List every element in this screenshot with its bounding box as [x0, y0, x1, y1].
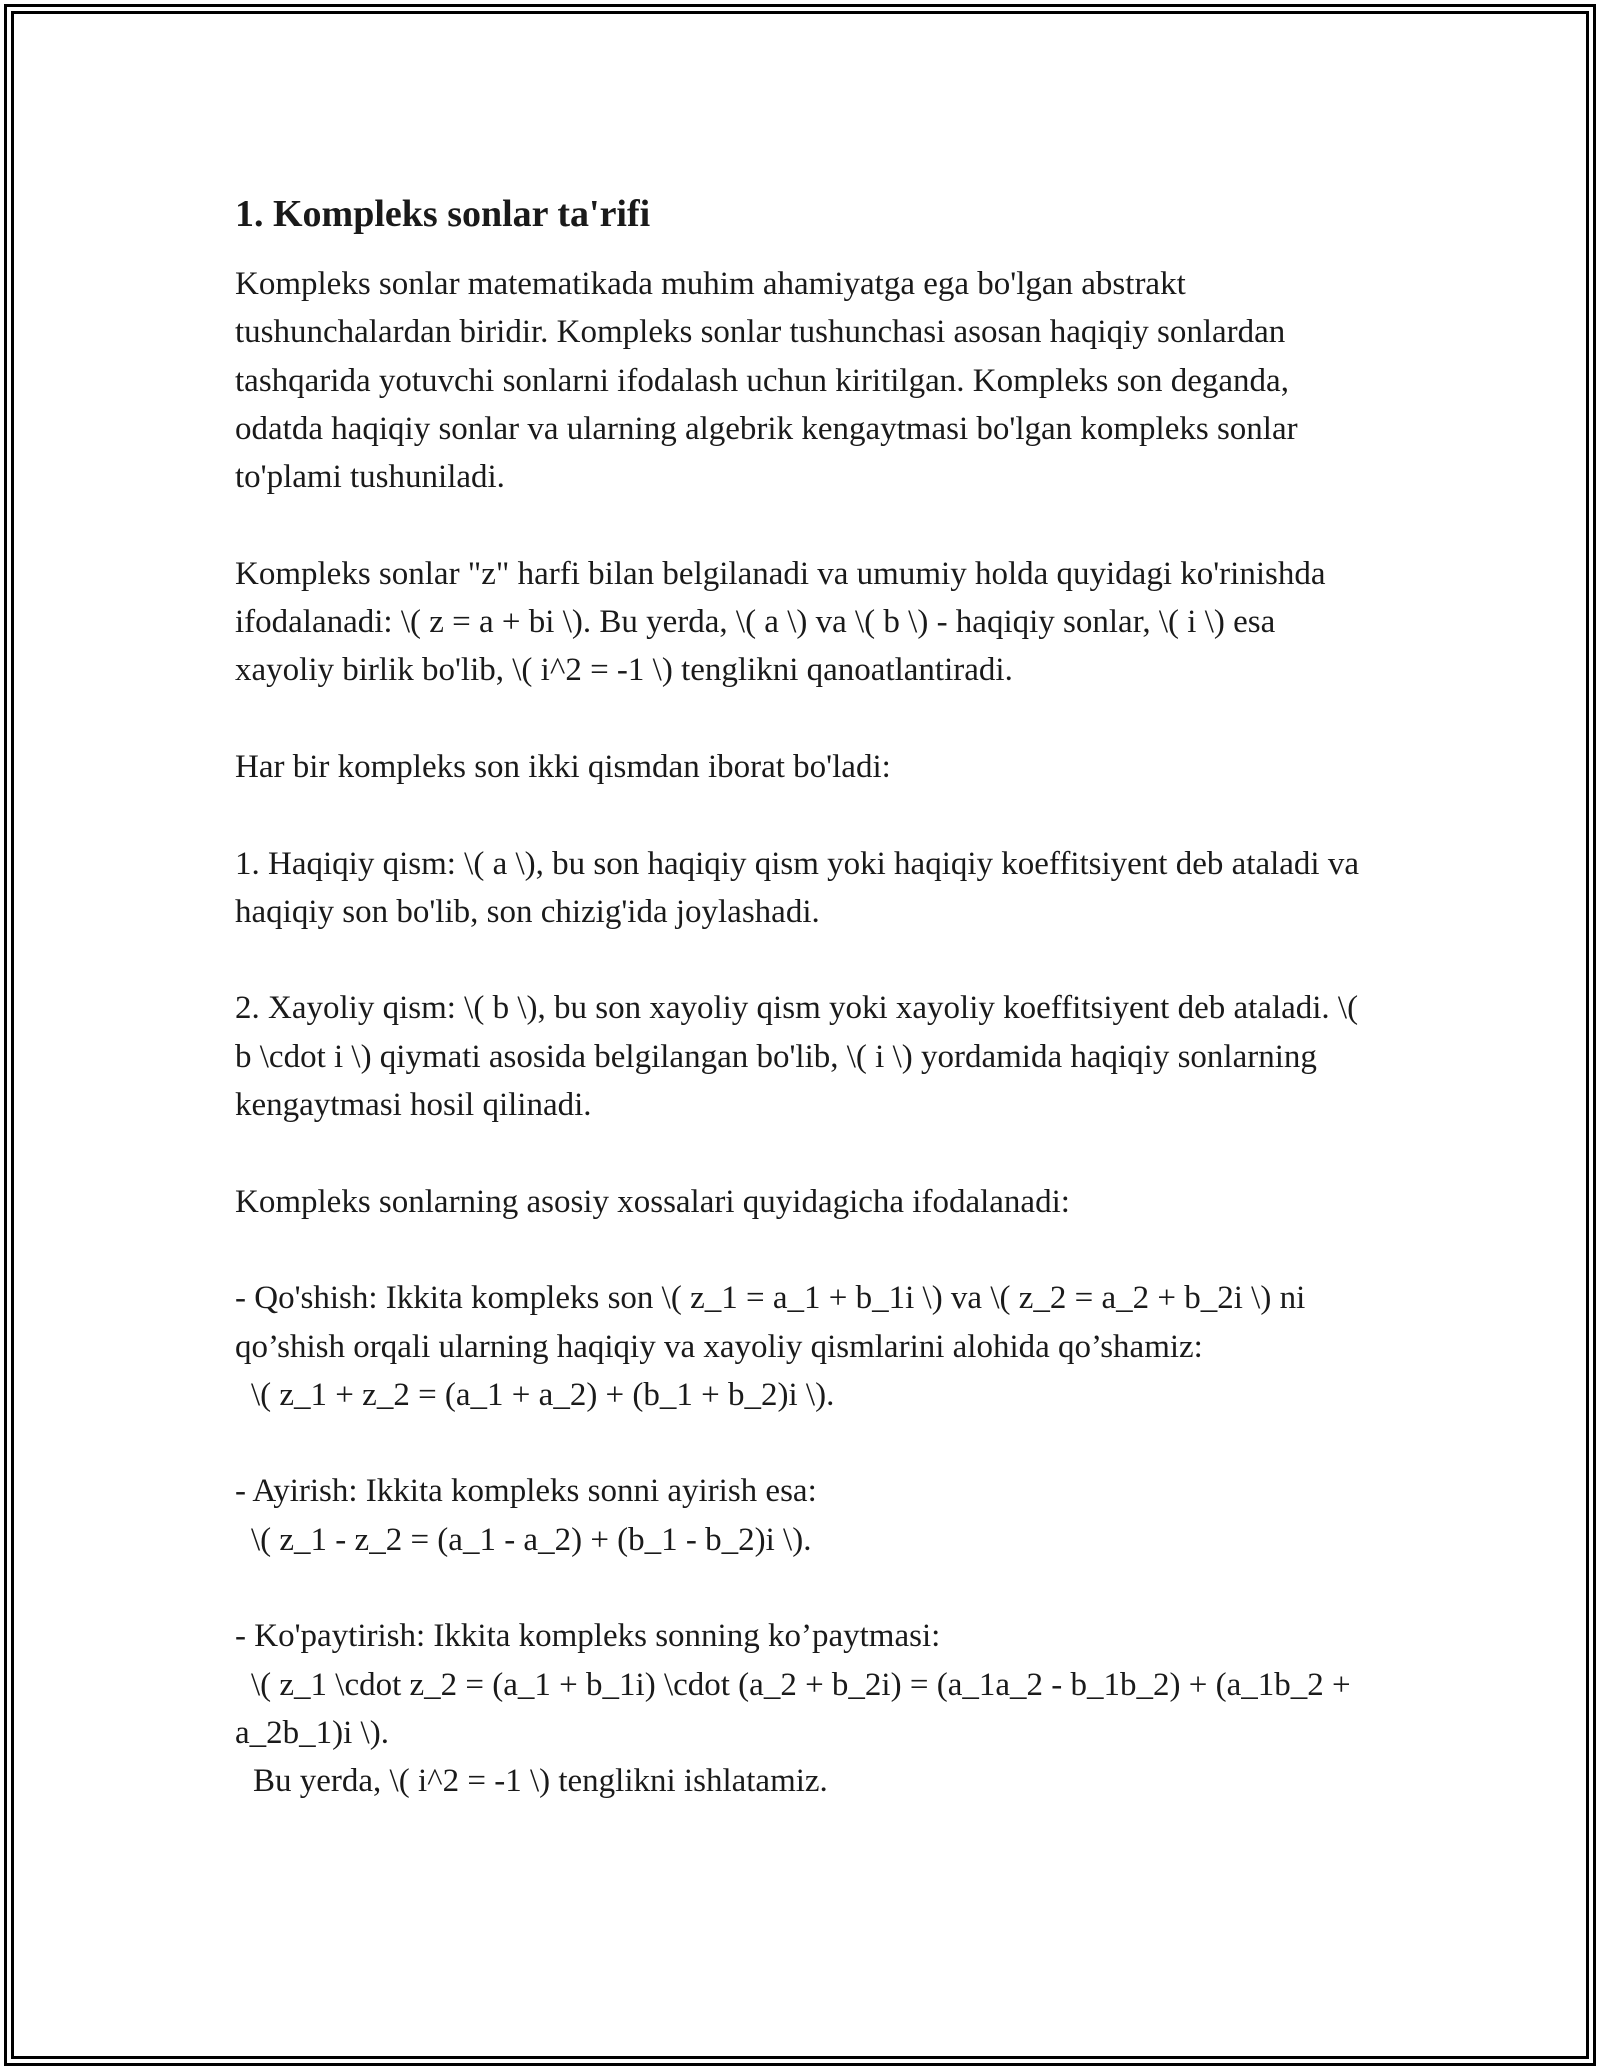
multiplication-formula [235, 1661, 1375, 1758]
addition-text: - Qo'shish: Ikkita kompleks son \( z_1 = a_1 + b_1i \) va \( z_2 = a_2 + b_2i \) ni qo’shish orqali ularning haqiqiy va xayoliy qismlarini alohida qo’shamiz: [235, 1280, 1314, 1365]
section-heading: 1. Kompleks sonlar ta'rifi [235, 193, 651, 235]
imaginary-part-paragraph: 2. Xayoliy qism: \( b \), bu son xayoliy qism yoki xayoliy koeffitsiyent deb ataladi. \( b \cdot i \) qiymati asosida belgilangan bo'lib, \( i \) yordamida haqiqiy sonlarning kengaytmasi hosil qilinadi. [235, 990, 1367, 1124]
multiplication-text: - Ko'paytirish: Ikkita kompleks sonning ko’paytmasi: [235, 1618, 941, 1655]
document-body [235, 188, 1375, 1806]
parts-paragraph: Har bir kompleks son ikki qismdan iborat bo'ladi: [235, 748, 891, 785]
paragraph-gap [235, 936, 1375, 984]
intro-paragraph: Kompleks sonlar matematikada muhim ahamiyatga ega bo'lgan abstrakt tushunchalardan biridir. Kompleks sonlar tushunchasi asosan haqiqiy sonlardan tashqarida yotuvchi sonlarni ifodalash uchun kiritilgan. Kompleks son deganda, odatda haqiqiy sonlar va ularning algebrik kengaytmasi bo'lgan kompleks sonlar to'plami tushuniladi. [235, 266, 1306, 496]
subtraction-formula: \( z_1 - z_2 = (a_1 - a_2) + (b_1 - b_2)i \). [251, 1521, 812, 1558]
form-paragraph: Kompleks sonlar "z" harfi bilan belgilanadi va umumiy holda quyidagi ko'rinishda ifodalanadi: \( z = a + bi \). Bu yerda, \( a \) va \( b \) - haqiqiy sonlar, \( i \) esa xayoliy birlik bo'lib, \( i^2 = -1 \) tenglikni qanoatlantiradi. [235, 555, 1334, 689]
paragraph-gap [235, 1226, 1375, 1274]
multiplication-formula-text: \( z_1 \cdot z_2 = (a_1 + b_1i) \cdot (a_2 + b_2i) = (a_1a_2 - b_1b_2) + (a_1b_2 + a_2b_1)i \). [235, 1666, 1359, 1751]
paragraph-gap [235, 1419, 1375, 1467]
paragraph-gap [235, 791, 1375, 839]
real-part-paragraph: 1. Haqiqiy qism: \( a \), bu son haqiqiy qism yoki haqiqiy koeffitsiyent deb ataladi va haqiqiy son bo'lib, son chizig'ida joylashadi. [235, 845, 1368, 930]
multiplication-note: Bu yerda, \( i^2 = -1 \) tenglikni ishlatamiz. [253, 1763, 828, 1800]
paragraph-gap [235, 1129, 1375, 1177]
paragraph-gap [235, 695, 1375, 743]
properties-paragraph: Kompleks sonlarning asosiy xossalari quyidagicha ifodalanadi: [235, 1183, 1070, 1220]
addition-formula: \( z_1 + z_2 = (a_1 + a_2) + (b_1 + b_2)i \). [251, 1376, 835, 1413]
paragraph-gap [235, 1564, 1375, 1612]
paragraph-gap [235, 501, 1375, 549]
subtraction-text: - Ayirish: Ikkita kompleks sonni ayirish esa: [235, 1473, 817, 1510]
